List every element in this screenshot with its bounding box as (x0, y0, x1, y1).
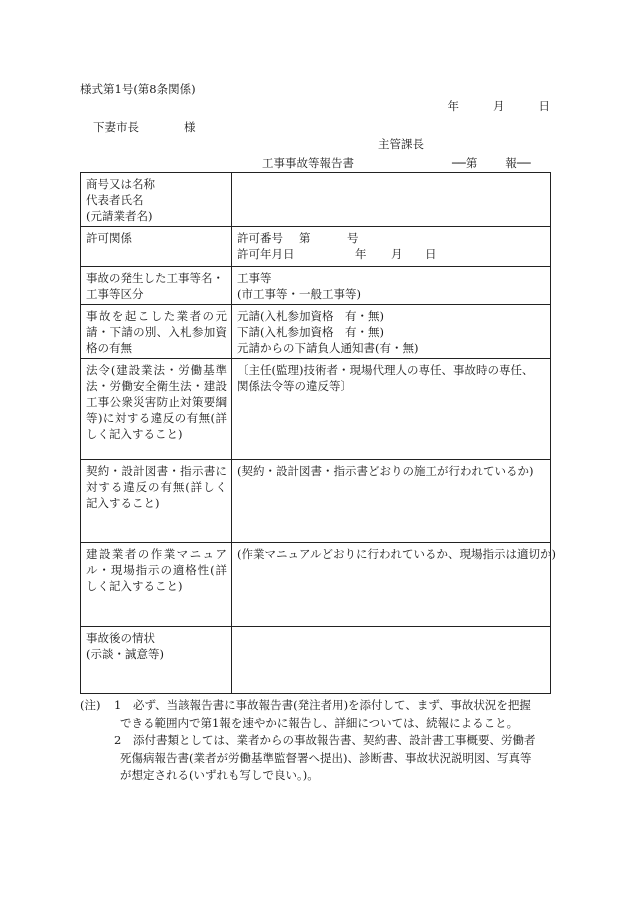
permit-number-go: 号 (347, 231, 359, 245)
note-number: 1 (114, 698, 122, 712)
label-line: 建設業者の作業マニュア (86, 547, 227, 561)
label-line: 商号又は名称 (86, 177, 155, 191)
permit-date-row (237, 246, 546, 262)
table-row-contractor-type (81, 305, 551, 359)
permit-date-label: 許可年月日 (237, 247, 295, 261)
value-line: 元請(入札参加資格 有・無) (237, 309, 384, 323)
label-work-name (81, 267, 232, 305)
note-row (80, 750, 560, 768)
label-line: 事故後の情状 (86, 631, 155, 645)
value-line: 工事等 (237, 271, 272, 285)
table-row-permit (81, 227, 551, 267)
table-row-contract-violation (81, 460, 551, 543)
label-manual-suitability (81, 543, 232, 627)
field-aftermath[interactable] (232, 627, 551, 694)
table-row-company (81, 173, 551, 227)
label-law-violation (81, 359, 232, 460)
label-line: 法・労働安全衛生法・建設 (86, 379, 227, 393)
date-year: 年 (447, 99, 459, 113)
label-line: 事故を起こした業者の元 (86, 309, 227, 323)
note-row (80, 732, 560, 750)
label-line: ル・現場指示の適格性(詳 (86, 563, 227, 577)
label-line: 法令(建設業法・労働基準 (86, 363, 227, 377)
note-line: が想定される(いずれも写しで良い。)。 (120, 768, 319, 782)
note-row (80, 715, 560, 733)
notes (80, 697, 560, 785)
value-line: (市工事等・一般工事等) (237, 287, 361, 301)
permit-number-label: 許可番号 (237, 231, 283, 245)
permit-date-day: 日 (425, 247, 437, 261)
field-manual-suitability[interactable] (232, 543, 557, 627)
note-line: 添付書類としては、業者からの事故報告書、契約書、設計書工事概要、労働者 (133, 733, 536, 747)
value-line: 下請(入札参加資格 有・無) (237, 325, 384, 339)
label-line: 請・下請の別、入札参加資 (86, 325, 227, 339)
label-aftermath (81, 627, 232, 694)
label-line: 等)に対する違反の有無(詳 (86, 411, 227, 425)
value-line: (契約・設計図書・指示書どおりの施工が行われているか) (237, 464, 534, 478)
field-permit[interactable] (232, 227, 551, 267)
report-number-suffix: 報── (505, 156, 531, 170)
label-company (81, 173, 232, 227)
field-work-name[interactable] (232, 267, 551, 305)
value-line: 〔主任(監理)技術者・現場代理人の専任、事故時の専任、 (237, 363, 534, 377)
value-line: (作業マニュアルどおりに行われているか、現場指示は適切か) (237, 547, 557, 561)
label-line: (示談・誠意等) (86, 647, 164, 661)
note-row (80, 697, 560, 715)
label-line: (元請業者名) (86, 209, 153, 223)
table-row-manual-suitability (81, 543, 551, 627)
table-row-law-violation (81, 359, 551, 460)
label-line: 格の有無 (86, 341, 132, 355)
report-title: 工事事故等報告書 (262, 156, 354, 170)
note-line: 必ず、当該報告書に事故報告書(発注者用)を添付して、まず、事故状況を把握 (133, 698, 531, 712)
label-line: 事故の発生した工事等名・ (86, 271, 224, 285)
date-month: 月 (493, 99, 505, 113)
label-contractor-type (81, 305, 232, 359)
note-row (80, 767, 560, 785)
table-row-work-name (81, 267, 551, 305)
field-law-violation[interactable] (232, 359, 551, 460)
permit-date-year: 年 (355, 247, 367, 261)
field-contractor-type[interactable] (232, 305, 551, 359)
label-permit (81, 227, 232, 267)
permit-date-month: 月 (391, 247, 403, 261)
permit-number-dai: 第 (299, 231, 311, 245)
label-line: 工事公衆災害防止対策要綱 (86, 395, 227, 409)
addressee: 下妻市長 (93, 120, 139, 134)
form-number: 様式第1号(第8条関係) (80, 82, 196, 96)
note-line: 死傷病報告書(業者が労働基準監督署へ提出)、診断書、事故状況説明図、写真等 (120, 750, 532, 765)
field-company[interactable] (232, 173, 551, 227)
label-line: 許可関係 (86, 231, 132, 245)
label-line: しく記入すること) (86, 579, 183, 593)
label-contract-violation (81, 460, 232, 543)
field-contract-violation[interactable] (232, 460, 551, 543)
value-line: 元請からの下請負人通知書(有・無) (237, 341, 419, 355)
manager-title: 主管課長 (378, 137, 424, 151)
date-line (448, 101, 551, 113)
label-line: 契約・設計図書・指示書に (86, 464, 227, 478)
report-number-prefix: ──第 (452, 156, 478, 170)
label-line: 記入すること) (86, 496, 160, 510)
label-line: 工事等区分 (86, 287, 144, 301)
date-day: 日 (538, 99, 550, 113)
label-line: 代表者氏名 (86, 193, 144, 207)
value-line: 関係法令等の違反等〕 (237, 379, 352, 393)
label-line: 対する違反の有無(詳しく (86, 480, 227, 494)
notes-prefix: (注) (80, 698, 101, 712)
table-row-aftermath (81, 627, 551, 694)
note-line: できる範囲内で第1報を速やかに報告し、詳細については、続報によること。 (120, 715, 519, 730)
report-number (452, 158, 531, 170)
addressee-honorific: 様 (184, 120, 196, 134)
permit-number-row (237, 230, 546, 246)
label-line: しく記入すること) (86, 427, 183, 441)
report-table (80, 172, 557, 694)
note-number: 2 (114, 733, 122, 747)
